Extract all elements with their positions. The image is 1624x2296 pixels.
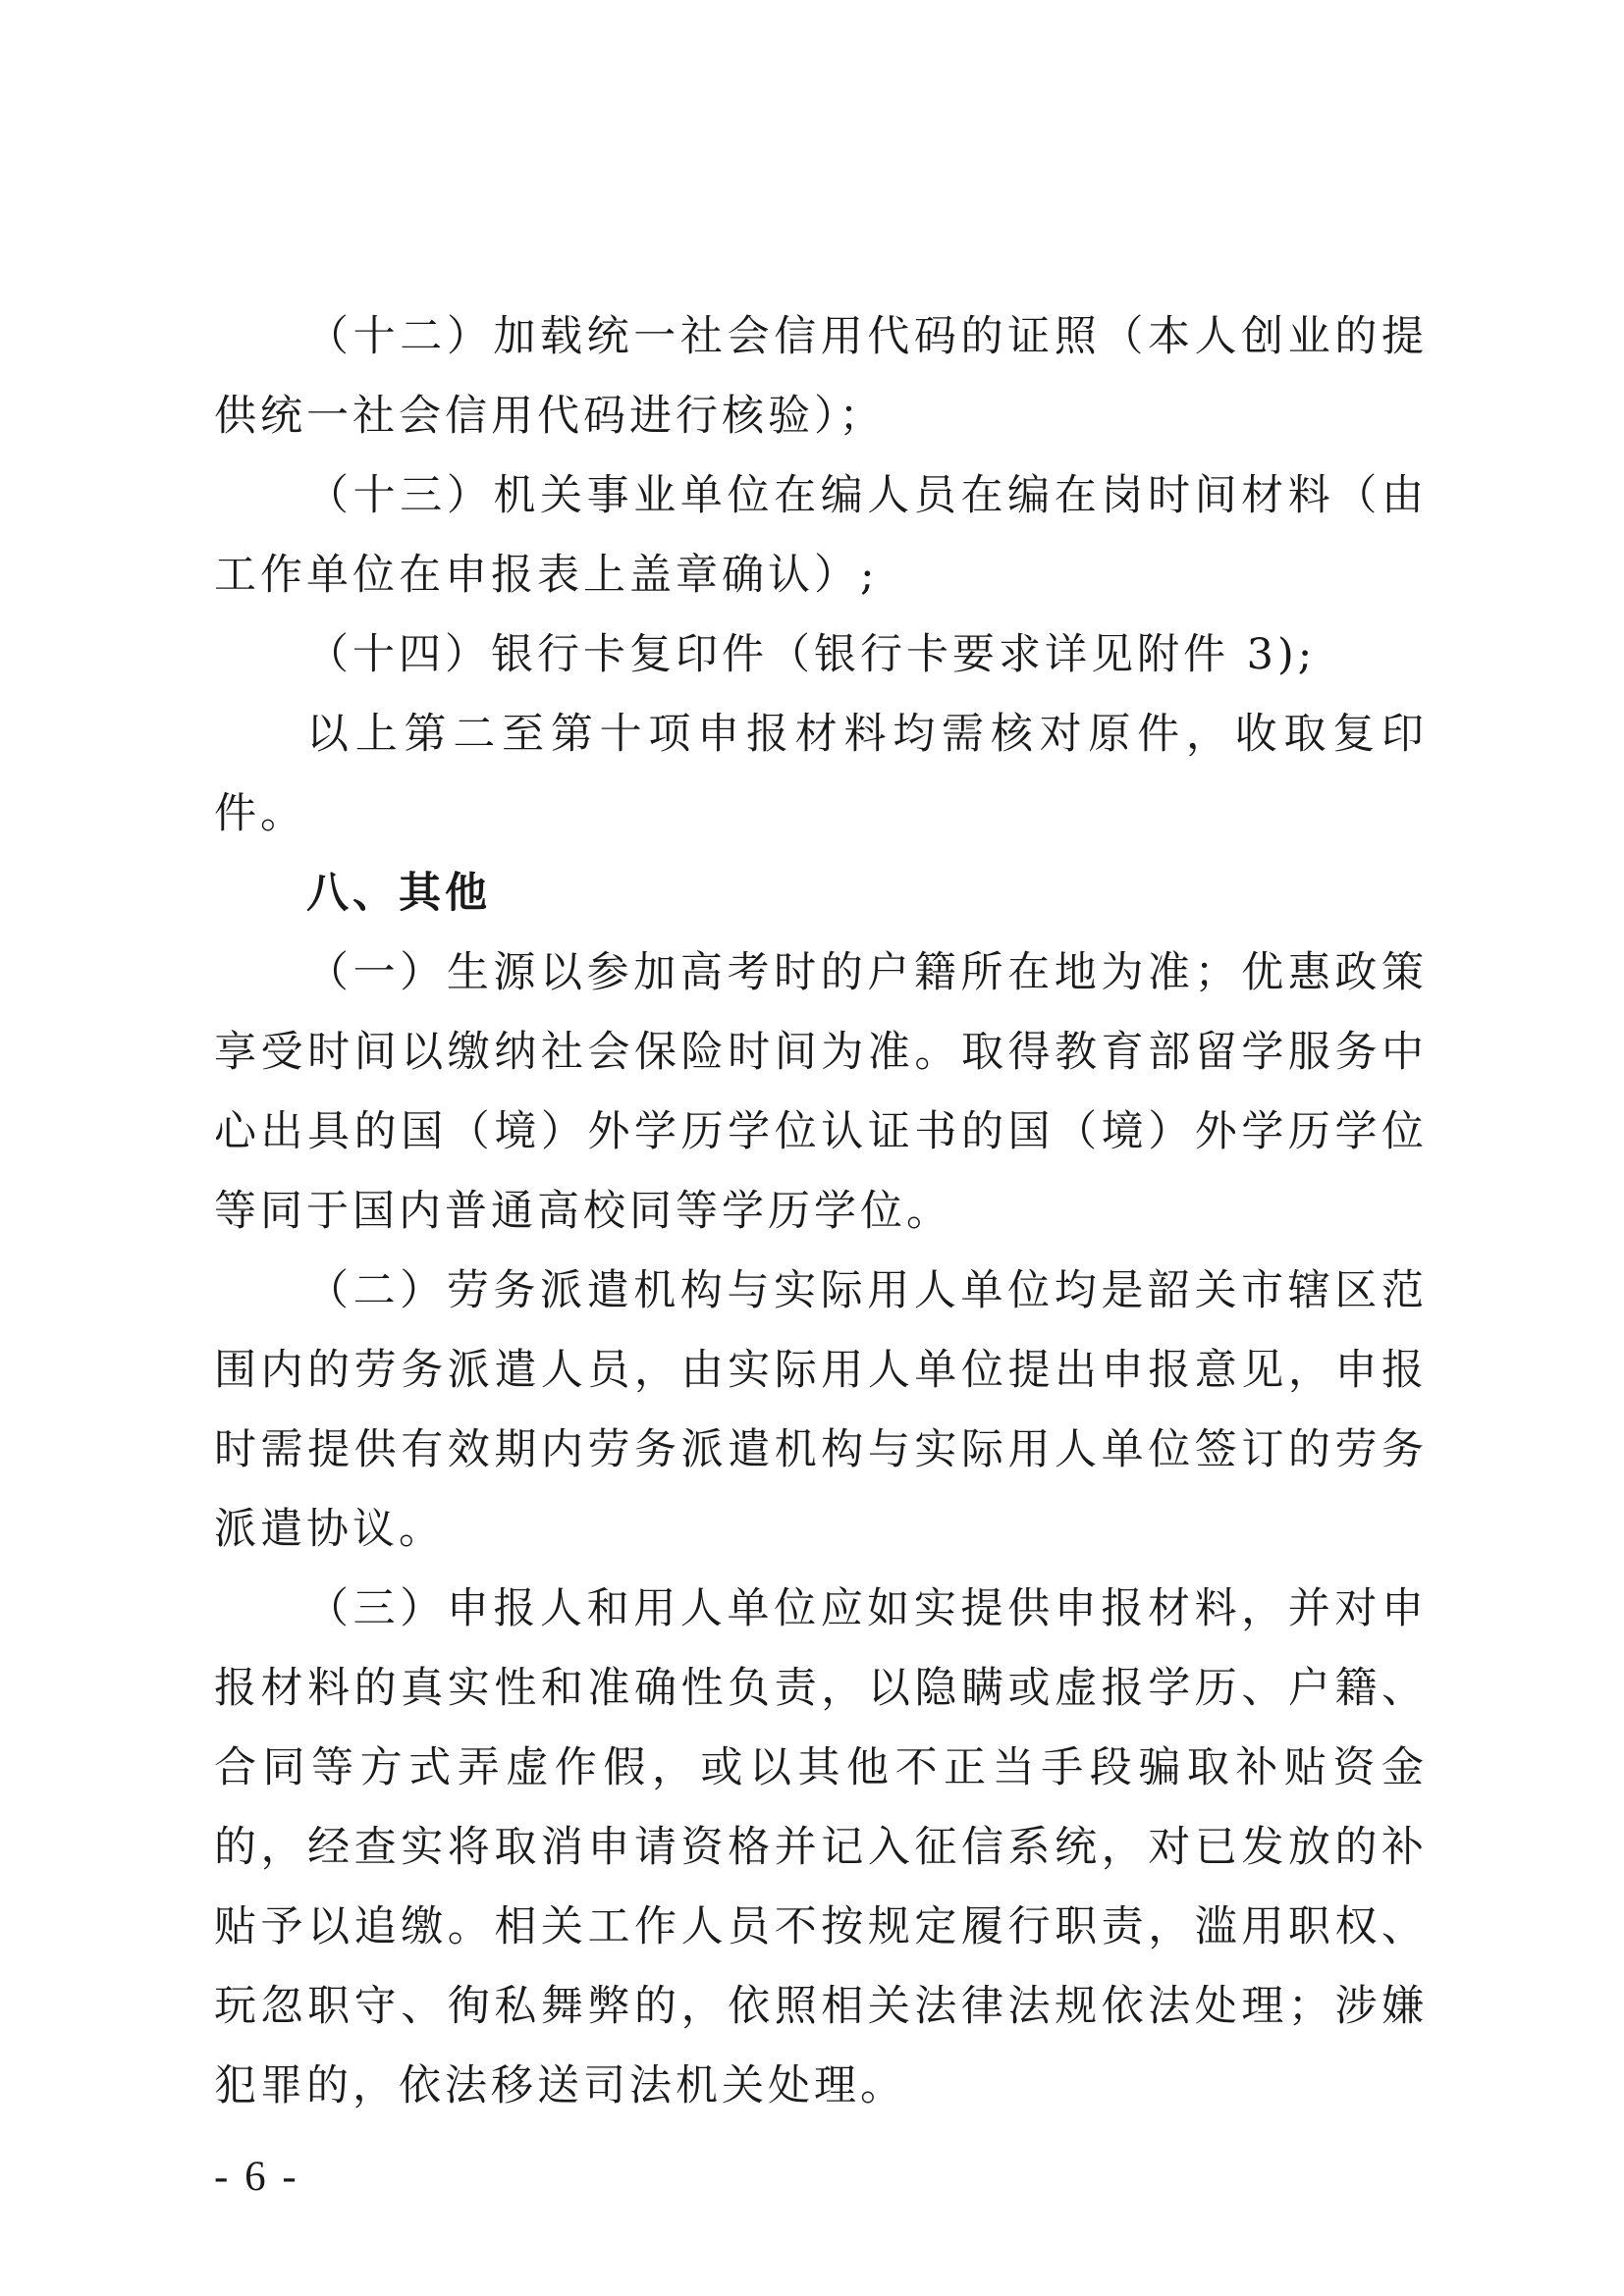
- item-thirteen: （十三）机关事业单位在编人员在编在岗时间材料（由工作单位在申报表上盖章确认）;: [214, 471, 1428, 600]
- item-fourteen: （十四）银行卡复印件（银行卡要求详见附件 3);: [306, 630, 1317, 679]
- document-body: [214, 297, 1428, 2126]
- page-number: - 6 -: [214, 2154, 299, 2200]
- other-item-two: （二）劳务派遣机构与实际用人单位均是韶关市辖区范围内的劳务派遣人员，由实际用人单位提出申报意见，申报时需提供有效期内劳务派遣机构与实际用人单位签订的劳务派遣协议。: [214, 1266, 1428, 1554]
- item-twelve: （十二）加载统一社会信用代码的证照（本人创业的提供统一社会信用代码进行核验）；: [214, 312, 1428, 441]
- verification-note: 以上第二至第十项申报材料均需核对原件，收取复印件。: [214, 710, 1428, 838]
- section-heading-other: 八、其他: [306, 869, 491, 918]
- other-item-one: （一）生源以参加高考时的户籍所在地为准；优惠政策享受时间以缴纳社会保险时间为准。取得教育部留学服务中心出具的国（境）外学历学位认证书的国（境）外学历学位等同于国内普通高校同等学历学位。: [214, 948, 1428, 1236]
- other-item-three: （三）申报人和用人单位应如实提供申报材料，并对申报材料的真实性和准确性负责，以隐瞒或虚报学历、户籍、合同等方式弄虚作假，或以其他不正当手段骗取补贴资金的，经查实将取消申请资格并记入征信系统，对已发放的补贴予以追缴。相关工作人员不按规定履行职责，滥用职权、玩忽职守、徇私舞弊的，依照相关法律法规依法处理；涉嫌犯罪的，依法移送司法机关处理。: [214, 1584, 1428, 2110]
